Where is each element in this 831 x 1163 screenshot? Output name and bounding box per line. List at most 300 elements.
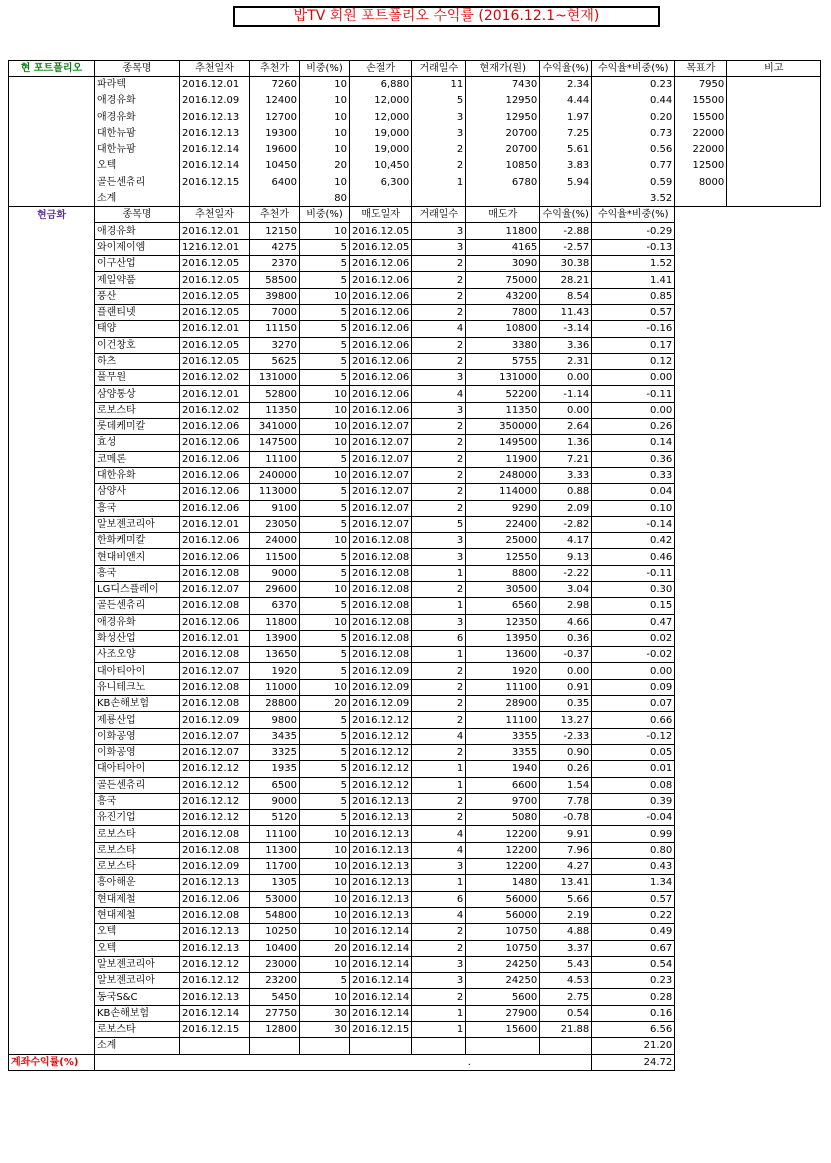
table-cell[interactable]: 12950	[466, 109, 540, 125]
table-cell[interactable]: 6400	[250, 174, 300, 190]
empty-cell[interactable]	[95, 0, 180, 20]
table-cell[interactable]: 1	[412, 875, 466, 891]
table-cell[interactable]: 롯데케미칼	[95, 419, 180, 435]
table-cell[interactable]: 2016.12.14	[350, 989, 412, 1005]
table-cell[interactable]: 2016.12.12	[180, 973, 250, 989]
table-cell[interactable]: 10	[300, 891, 350, 907]
table-cell[interactable]: 0.91	[540, 679, 592, 695]
table-cell[interactable]: 4275	[250, 239, 300, 255]
table-cell[interactable]: 19300	[250, 125, 300, 141]
table-cell[interactable]: 제룡산업	[95, 712, 180, 728]
table-cell[interactable]: 0.35	[540, 696, 592, 712]
table-cell[interactable]: 30	[300, 1005, 350, 1021]
table-cell[interactable]: 동국S&C	[95, 989, 180, 1005]
table-cell[interactable]: 20700	[466, 141, 540, 157]
table-cell[interactable]: 4	[412, 728, 466, 744]
table-cell[interactable]: 10	[300, 174, 350, 190]
empty-cell[interactable]	[9, 728, 95, 744]
table-cell[interactable]: 2016.12.06	[180, 484, 250, 500]
empty-cell[interactable]	[9, 744, 95, 760]
table-cell[interactable]: 2016.12.06	[350, 304, 412, 320]
table-cell[interactable]: 풍산	[95, 288, 180, 304]
table-cell[interactable]: 23050	[250, 516, 300, 532]
table-cell[interactable]: 5	[412, 93, 466, 109]
table-cell[interactable]: 13600	[466, 647, 540, 663]
table-cell[interactable]: 248000	[466, 467, 540, 483]
table-cell[interactable]: 10,450	[350, 158, 412, 174]
table-cell[interactable]: 0.00	[540, 402, 592, 418]
table-cell[interactable]: 23200	[250, 973, 300, 989]
empty-cell[interactable]	[180, 20, 250, 40]
table-cell[interactable]: 8.54	[540, 288, 592, 304]
table-cell[interactable]: 2016.12.09	[180, 93, 250, 109]
table-cell[interactable]: 2.98	[540, 598, 592, 614]
table-cell[interactable]: 1	[412, 1005, 466, 1021]
empty-cell[interactable]	[540, 1038, 592, 1054]
table-cell[interactable]: 1935	[250, 761, 300, 777]
empty-cell[interactable]	[9, 190, 95, 206]
empty-cell[interactable]	[675, 190, 727, 206]
table-cell[interactable]: 로보스타	[95, 826, 180, 842]
table-cell[interactable]: 2016.12.12	[350, 728, 412, 744]
table-cell[interactable]: 39800	[250, 288, 300, 304]
table-cell[interactable]: 10	[300, 109, 350, 125]
empty-cell[interactable]	[9, 1022, 95, 1038]
table-cell[interactable]: 2016.12.15	[350, 1022, 412, 1038]
empty-cell[interactable]	[9, 158, 95, 174]
table-cell[interactable]: 2016.12.13	[180, 109, 250, 125]
table-cell[interactable]: 5	[300, 321, 350, 337]
table-cell[interactable]: 10	[300, 907, 350, 923]
table-cell[interactable]: 10750	[466, 924, 540, 940]
table-cell[interactable]: 5	[300, 484, 350, 500]
empty-cell[interactable]	[412, 20, 466, 40]
table-cell[interactable]: 0.54	[592, 956, 675, 972]
empty-cell[interactable]	[9, 223, 95, 239]
table-cell[interactable]: 2016.12.12	[180, 793, 250, 809]
table-cell[interactable]: 22000	[675, 125, 727, 141]
table-cell[interactable]: 2016.12.12	[350, 744, 412, 760]
table-cell[interactable]: 하츠	[95, 353, 180, 369]
table-cell[interactable]: 2016.12.05	[350, 239, 412, 255]
table-cell[interactable]: 2	[412, 353, 466, 369]
table-cell[interactable]: 흥국	[95, 793, 180, 809]
table-cell[interactable]: 4.44	[540, 93, 592, 109]
table-cell[interactable]: 2016.12.14	[180, 158, 250, 174]
table-cell[interactable]: 2016.12.12	[180, 956, 250, 972]
table-cell[interactable]: 애경유화	[95, 614, 180, 630]
table-cell[interactable]: 3325	[250, 744, 300, 760]
empty-cell[interactable]	[250, 0, 300, 20]
table-cell[interactable]: 20	[300, 696, 350, 712]
table-cell[interactable]: 2016.12.06	[180, 891, 250, 907]
table-cell[interactable]: 5	[300, 272, 350, 288]
empty-cell[interactable]	[9, 93, 95, 109]
table-cell[interactable]: 2016.12.08	[350, 598, 412, 614]
empty-cell[interactable]	[9, 288, 95, 304]
table-cell[interactable]: 흥국	[95, 500, 180, 516]
empty-cell[interactable]	[9, 353, 95, 369]
table-cell[interactable]: 2016.12.06	[180, 467, 250, 483]
table-cell[interactable]: 52200	[466, 386, 540, 402]
table-cell[interactable]: 1.97	[540, 109, 592, 125]
table-cell[interactable]: 2016.12.07	[350, 451, 412, 467]
table-cell[interactable]: 2	[412, 337, 466, 353]
table-cell[interactable]: 2016.12.02	[180, 402, 250, 418]
table-cell[interactable]: 2016.12.13	[180, 924, 250, 940]
table-cell[interactable]: 149500	[466, 435, 540, 451]
empty-cell[interactable]	[180, 1054, 250, 1070]
table-cell[interactable]: 20700	[466, 125, 540, 141]
table-cell[interactable]: 5	[300, 810, 350, 826]
table-cell[interactable]: 0.23	[592, 973, 675, 989]
column-header[interactable]: 종목명	[95, 60, 180, 76]
empty-cell[interactable]	[9, 989, 95, 1005]
table-cell[interactable]: 2016.12.06	[350, 288, 412, 304]
table-cell[interactable]: 0.80	[592, 842, 675, 858]
table-cell[interactable]: 28.21	[540, 272, 592, 288]
table-cell[interactable]: 15500	[675, 93, 727, 109]
table-cell[interactable]: 3	[412, 239, 466, 255]
table-cell[interactable]: 11100	[250, 826, 300, 842]
table-cell[interactable]: 7000	[250, 304, 300, 320]
table-cell[interactable]: 0.20	[592, 109, 675, 125]
empty-cell[interactable]	[250, 20, 300, 40]
table-cell[interactable]: 4	[412, 386, 466, 402]
table-cell[interactable]: 2016.12.01	[180, 516, 250, 532]
table-cell[interactable]: LG디스플레이	[95, 582, 180, 598]
table-cell[interactable]: -0.14	[592, 516, 675, 532]
table-cell[interactable]: 4.66	[540, 614, 592, 630]
table-cell[interactable]: 2.19	[540, 907, 592, 923]
empty-cell[interactable]	[9, 598, 95, 614]
table-cell[interactable]: 10	[300, 582, 350, 598]
table-cell[interactable]: 5	[300, 663, 350, 679]
table-cell[interactable]: 0.00	[592, 663, 675, 679]
table-cell[interactable]: 2016.12.08	[180, 696, 250, 712]
table-cell[interactable]: 24250	[466, 956, 540, 972]
table-cell[interactable]: 10	[300, 435, 350, 451]
table-cell[interactable]: 2	[412, 272, 466, 288]
table-cell[interactable]: 2016.12.07	[180, 744, 250, 760]
table-cell[interactable]: 12200	[466, 842, 540, 858]
table-cell[interactable]: 0.00	[540, 370, 592, 386]
table-cell[interactable]: 8800	[466, 565, 540, 581]
table-cell[interactable]: 2016.12.13	[350, 842, 412, 858]
table-cell[interactable]: 플랜티넷	[95, 304, 180, 320]
table-cell[interactable]: 2016.12.01	[180, 321, 250, 337]
table-cell[interactable]: 2016.12.08	[180, 679, 250, 695]
table-cell[interactable]: 2016.12.12	[350, 712, 412, 728]
table-cell[interactable]: 8000	[675, 174, 727, 190]
table-cell[interactable]: 4.17	[540, 533, 592, 549]
table-cell[interactable]: 21.88	[540, 1022, 592, 1038]
table-cell[interactable]: 10	[300, 223, 350, 239]
empty-cell[interactable]	[675, 0, 727, 20]
table-cell[interactable]: 0.42	[592, 533, 675, 549]
table-cell[interactable]: 2016.12.05	[180, 272, 250, 288]
empty-cell[interactable]	[9, 484, 95, 500]
table-cell[interactable]: 2016.12.08	[350, 549, 412, 565]
table-cell[interactable]: 30	[300, 1022, 350, 1038]
table-cell[interactable]: 0.39	[592, 793, 675, 809]
table-cell[interactable]: 현대비앤지	[95, 549, 180, 565]
empty-cell[interactable]	[9, 842, 95, 858]
table-cell[interactable]: 4165	[466, 239, 540, 255]
empty-cell[interactable]	[300, 40, 350, 60]
empty-cell[interactable]	[180, 1038, 250, 1054]
table-cell[interactable]: 56000	[466, 907, 540, 923]
table-cell[interactable]: 애경유화	[95, 223, 180, 239]
column-header[interactable]: 비고	[727, 60, 821, 76]
table-cell[interactable]: 애경유화	[95, 109, 180, 125]
table-cell[interactable]: 2016.12.06	[350, 256, 412, 272]
empty-cell[interactable]	[727, 158, 821, 174]
table-cell[interactable]: 2016.12.09	[180, 859, 250, 875]
empty-cell[interactable]	[350, 1038, 412, 1054]
table-cell[interactable]: 2	[412, 451, 466, 467]
table-cell[interactable]: 20	[300, 940, 350, 956]
table-cell[interactable]: 12500	[675, 158, 727, 174]
table-cell[interactable]: 10	[300, 614, 350, 630]
table-cell[interactable]: 2016.12.14	[180, 141, 250, 157]
table-cell[interactable]: 58500	[250, 272, 300, 288]
column-header[interactable]: 거래일수	[412, 60, 466, 76]
column-header[interactable]: 수익율(%)	[540, 207, 592, 223]
table-cell[interactable]: 2	[412, 744, 466, 760]
table-cell[interactable]: 10	[300, 288, 350, 304]
table-cell[interactable]: 2016.12.08	[180, 826, 250, 842]
table-cell[interactable]: 흥아해운	[95, 875, 180, 891]
column-header[interactable]: 수익율*비중(%)	[592, 60, 675, 76]
account-total-value[interactable]: 24.72	[592, 1054, 675, 1070]
table-cell[interactable]: 2.31	[540, 353, 592, 369]
table-cell[interactable]: 2016.12.06	[180, 500, 250, 516]
table-cell[interactable]: 4	[412, 907, 466, 923]
table-cell[interactable]: 0.47	[592, 614, 675, 630]
column-header[interactable]: 수익율(%)	[540, 60, 592, 76]
table-cell[interactable]: 2016.12.13	[350, 793, 412, 809]
table-cell[interactable]: 9.13	[540, 549, 592, 565]
table-cell[interactable]: 11800	[466, 223, 540, 239]
table-cell[interactable]: 5625	[250, 353, 300, 369]
empty-cell[interactable]	[675, 20, 727, 40]
table-cell[interactable]: 와이제이엠	[95, 239, 180, 255]
empty-cell[interactable]	[412, 1054, 466, 1070]
table-cell[interactable]: 1	[412, 647, 466, 663]
table-cell[interactable]: 2016.12.07	[180, 728, 250, 744]
table-cell[interactable]: 로보스타	[95, 1022, 180, 1038]
table-cell[interactable]: 12800	[250, 1022, 300, 1038]
table-cell[interactable]: 2016.12.01	[180, 386, 250, 402]
table-cell[interactable]: 5	[300, 647, 350, 663]
empty-cell[interactable]	[9, 0, 95, 20]
empty-cell[interactable]	[300, 1038, 350, 1054]
table-cell[interactable]: -2.88	[540, 223, 592, 239]
empty-cell[interactable]	[9, 174, 95, 190]
table-cell[interactable]: 28900	[466, 696, 540, 712]
empty-cell[interactable]	[540, 40, 592, 60]
empty-cell[interactable]	[9, 1005, 95, 1021]
table-cell[interactable]: 2016.12.14	[350, 940, 412, 956]
empty-cell[interactable]	[592, 40, 675, 60]
table-cell[interactable]: -2.22	[540, 565, 592, 581]
table-cell[interactable]: 2016.12.14	[350, 924, 412, 940]
table-cell[interactable]: 0.28	[592, 989, 675, 1005]
table-cell[interactable]: 11800	[250, 614, 300, 630]
empty-cell[interactable]	[9, 451, 95, 467]
table-cell[interactable]: 현대제철	[95, 891, 180, 907]
table-cell[interactable]: 19600	[250, 141, 300, 157]
table-cell[interactable]: 5	[300, 598, 350, 614]
table-cell[interactable]: 2	[412, 663, 466, 679]
table-cell[interactable]: 131000	[250, 370, 300, 386]
empty-cell[interactable]	[9, 109, 95, 125]
table-cell[interactable]: 3.83	[540, 158, 592, 174]
table-cell[interactable]: 5	[300, 744, 350, 760]
table-cell[interactable]: 2	[412, 679, 466, 695]
table-cell[interactable]: 22000	[675, 141, 727, 157]
table-cell[interactable]: 0.90	[540, 744, 592, 760]
table-cell[interactable]: -0.02	[592, 647, 675, 663]
table-cell[interactable]: 1.36	[540, 435, 592, 451]
table-cell[interactable]: 11100	[250, 451, 300, 467]
table-cell[interactable]: 1	[412, 598, 466, 614]
empty-cell[interactable]	[9, 777, 95, 793]
table-cell[interactable]: 5	[300, 973, 350, 989]
table-cell[interactable]: 이화공영	[95, 728, 180, 744]
table-cell[interactable]: 2016.12.01	[180, 630, 250, 646]
table-cell[interactable]: -0.04	[592, 810, 675, 826]
empty-cell[interactable]	[9, 20, 95, 40]
table-cell[interactable]: 0.77	[592, 158, 675, 174]
table-cell[interactable]: 3	[412, 973, 466, 989]
empty-cell[interactable]	[727, 174, 821, 190]
table-cell[interactable]: 2	[412, 288, 466, 304]
table-cell[interactable]: 12150	[250, 223, 300, 239]
table-cell[interactable]: 10	[300, 141, 350, 157]
empty-cell[interactable]	[180, 190, 250, 206]
table-cell[interactable]: 6,880	[350, 76, 412, 92]
table-cell[interactable]: 10750	[466, 940, 540, 956]
table-cell[interactable]: 43200	[466, 288, 540, 304]
table-cell[interactable]: 4.88	[540, 924, 592, 940]
table-cell[interactable]: 7.25	[540, 125, 592, 141]
table-cell[interactable]: 2016.12.13	[180, 875, 250, 891]
table-cell[interactable]: 오텍	[95, 940, 180, 956]
table-cell[interactable]: 10	[300, 859, 350, 875]
table-cell[interactable]: 2016.12.15	[180, 174, 250, 190]
table-cell[interactable]: 0.02	[592, 630, 675, 646]
table-cell[interactable]: 3	[412, 223, 466, 239]
empty-cell[interactable]	[540, 1054, 592, 1070]
table-cell[interactable]: -0.37	[540, 647, 592, 663]
empty-cell[interactable]	[300, 20, 350, 40]
table-cell[interactable]: 2	[412, 582, 466, 598]
table-cell[interactable]: 1.41	[592, 272, 675, 288]
table-cell[interactable]: 11900	[466, 451, 540, 467]
table-cell[interactable]: 3	[412, 370, 466, 386]
table-cell[interactable]: -0.11	[592, 565, 675, 581]
table-cell[interactable]: 2016.12.09	[350, 663, 412, 679]
table-cell[interactable]: 2016.12.14	[350, 973, 412, 989]
table-cell[interactable]: 5	[300, 337, 350, 353]
table-cell[interactable]: 2016.12.07	[180, 582, 250, 598]
empty-cell[interactable]	[727, 93, 821, 109]
empty-cell[interactable]	[9, 630, 95, 646]
empty-cell[interactable]	[412, 0, 466, 20]
table-cell[interactable]: 2016.12.13	[350, 875, 412, 891]
table-cell[interactable]: 2016.12.08	[180, 598, 250, 614]
subtotal-weight[interactable]: 80	[300, 190, 350, 206]
table-cell[interactable]: 5	[300, 712, 350, 728]
table-cell[interactable]: 2	[412, 256, 466, 272]
table-cell[interactable]: 유니테크노	[95, 679, 180, 695]
table-cell[interactable]: 2	[412, 500, 466, 516]
table-cell[interactable]: 2	[412, 484, 466, 500]
table-cell[interactable]: 7.78	[540, 793, 592, 809]
table-cell[interactable]: 12350	[466, 614, 540, 630]
table-cell[interactable]: 0.59	[592, 174, 675, 190]
subtotal-total[interactable]: 21.20	[592, 1038, 675, 1054]
table-cell[interactable]: 1.52	[592, 256, 675, 272]
empty-cell[interactable]	[727, 0, 821, 20]
table-cell[interactable]: 24000	[250, 533, 300, 549]
subtotal-total[interactable]: 3.52	[592, 190, 675, 206]
table-cell[interactable]: 2016.12.08	[350, 533, 412, 549]
table-cell[interactable]: 30.38	[540, 256, 592, 272]
column-header[interactable]: 매도일자	[350, 207, 412, 223]
table-cell[interactable]: 3.04	[540, 582, 592, 598]
table-cell[interactable]: 131000	[466, 370, 540, 386]
table-cell[interactable]: 2016.12.06	[350, 353, 412, 369]
table-cell[interactable]: 2016.12.08	[180, 842, 250, 858]
table-cell[interactable]: 2016.12.06	[350, 272, 412, 288]
empty-cell[interactable]	[540, 190, 592, 206]
table-cell[interactable]: 6.56	[592, 1022, 675, 1038]
table-cell[interactable]: 0.16	[592, 1005, 675, 1021]
table-cell[interactable]: 2016.12.02	[180, 370, 250, 386]
table-cell[interactable]: 2016.12.15	[180, 1022, 250, 1038]
empty-cell[interactable]	[9, 1038, 95, 1054]
table-cell[interactable]: 2016.12.08	[350, 647, 412, 663]
table-cell[interactable]: 2016.12.05	[180, 337, 250, 353]
table-cell[interactable]: 애경유화	[95, 93, 180, 109]
empty-cell[interactable]	[9, 663, 95, 679]
table-cell[interactable]: 30500	[466, 582, 540, 598]
table-cell[interactable]: 3.33	[540, 467, 592, 483]
table-cell[interactable]: 0.44	[592, 93, 675, 109]
table-cell[interactable]: 4.53	[540, 973, 592, 989]
table-cell[interactable]: 19,000	[350, 141, 412, 157]
table-cell[interactable]: 0.26	[592, 419, 675, 435]
table-cell[interactable]: 0.57	[592, 304, 675, 320]
table-cell[interactable]: 2016.12.08	[180, 907, 250, 923]
empty-cell[interactable]	[727, 109, 821, 125]
table-cell[interactable]: 10	[300, 402, 350, 418]
empty-cell[interactable]	[466, 190, 540, 206]
table-cell[interactable]: 12,000	[350, 93, 412, 109]
empty-cell[interactable]	[466, 1038, 540, 1054]
empty-cell[interactable]	[9, 940, 95, 956]
table-cell[interactable]: 5.66	[540, 891, 592, 907]
empty-cell[interactable]	[9, 516, 95, 532]
table-cell[interactable]: 5	[300, 777, 350, 793]
column-header[interactable]: 추천일자	[180, 60, 250, 76]
table-cell[interactable]: 2	[412, 989, 466, 1005]
table-cell[interactable]: 11	[412, 76, 466, 92]
table-cell[interactable]: 대아티아이	[95, 663, 180, 679]
